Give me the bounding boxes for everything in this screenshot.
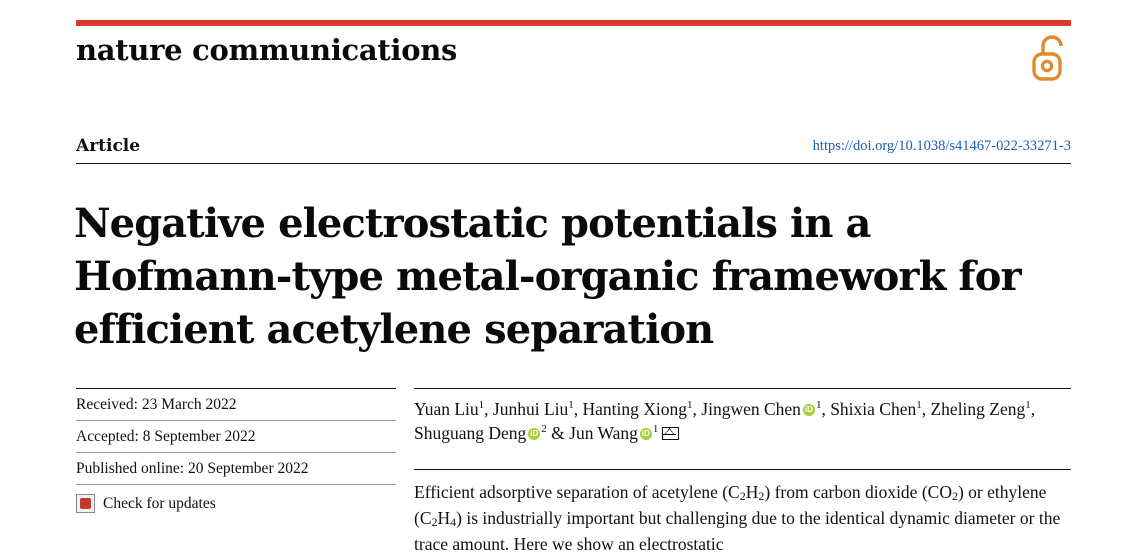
orcid-icon[interactable] (640, 428, 652, 440)
author-affiliation: 2 (541, 423, 547, 436)
author-affiliation: 1 (568, 399, 574, 412)
author-name[interactable]: Junhui Liu (492, 399, 569, 419)
page-right-margin (1121, 0, 1137, 551)
author-name[interactable]: Shixia Chen (830, 399, 917, 419)
authors-and-abstract (414, 388, 1071, 557)
publication-history (76, 388, 396, 513)
author-affiliation: 1 (916, 399, 922, 412)
article-type-label: Article (76, 136, 141, 156)
crossmark-icon (76, 494, 95, 513)
doi-link[interactable]: https://doi.org/10.1038/s41467-022-33271-3 (812, 138, 1071, 154)
author-affiliation: 1 (815, 399, 822, 412)
header-divider (76, 163, 1071, 164)
orcid-icon[interactable] (528, 428, 540, 440)
author-name[interactable]: Jingwen Chen (701, 399, 801, 419)
article-header-row (76, 136, 1071, 164)
journal-masthead: nature communications (76, 33, 458, 67)
envelope-icon[interactable] (662, 427, 679, 440)
author-list: Yuan Liu$^1$, Junhui Liu$^1$, Hanting Xiong$^1$, Jingwen Chen iD $^1$, Shixia Chen$^1$, Zheling Zeng$^1$, Shuguang Deng iD $^2$ & Jun Wang iD $^1$ (414, 389, 1071, 445)
author-name[interactable]: Yuan Liu (414, 399, 479, 419)
check-for-updates-label: Check for updates (103, 494, 216, 512)
author-name[interactable]: Shuguang Deng (414, 423, 527, 443)
abstract-text: Efficient adsorptive separation of acetylene $(C_2H_2)$ from carbon dioxide $(CO_2)$ or ethylene $(C_2H_4)$ is industrially important but challenging due to the identical dynamic diameter or the trace amount. Here we show an electrostatic (414, 482, 1061, 554)
header-accent-rule (76, 20, 1071, 26)
open-access-lock-icon (1031, 32, 1071, 82)
author-affiliation: 1 (652, 423, 659, 436)
author-affiliation: 1 (1025, 399, 1031, 412)
author-affiliation: 1 (478, 399, 485, 412)
check-for-updates-button[interactable] (76, 485, 396, 513)
orcid-icon[interactable] (803, 404, 815, 416)
published-date: Published online: 20 September 2022 (76, 460, 309, 477)
accepted-date: Accepted: 8 September 2022 (76, 428, 256, 445)
author-name[interactable]: Jun Wang (569, 423, 638, 443)
author-name[interactable]: Zheling Zeng (930, 399, 1026, 419)
received-date: Received: 23 March 2022 (76, 396, 237, 413)
author-name[interactable]: Hanting Xiong (582, 399, 688, 419)
author-affiliation: 1 (687, 399, 693, 412)
page-title: Negative electrostatic potentials in a Hofmann-type metal-organic framework for efficient acetylene separation (74, 199, 1021, 353)
